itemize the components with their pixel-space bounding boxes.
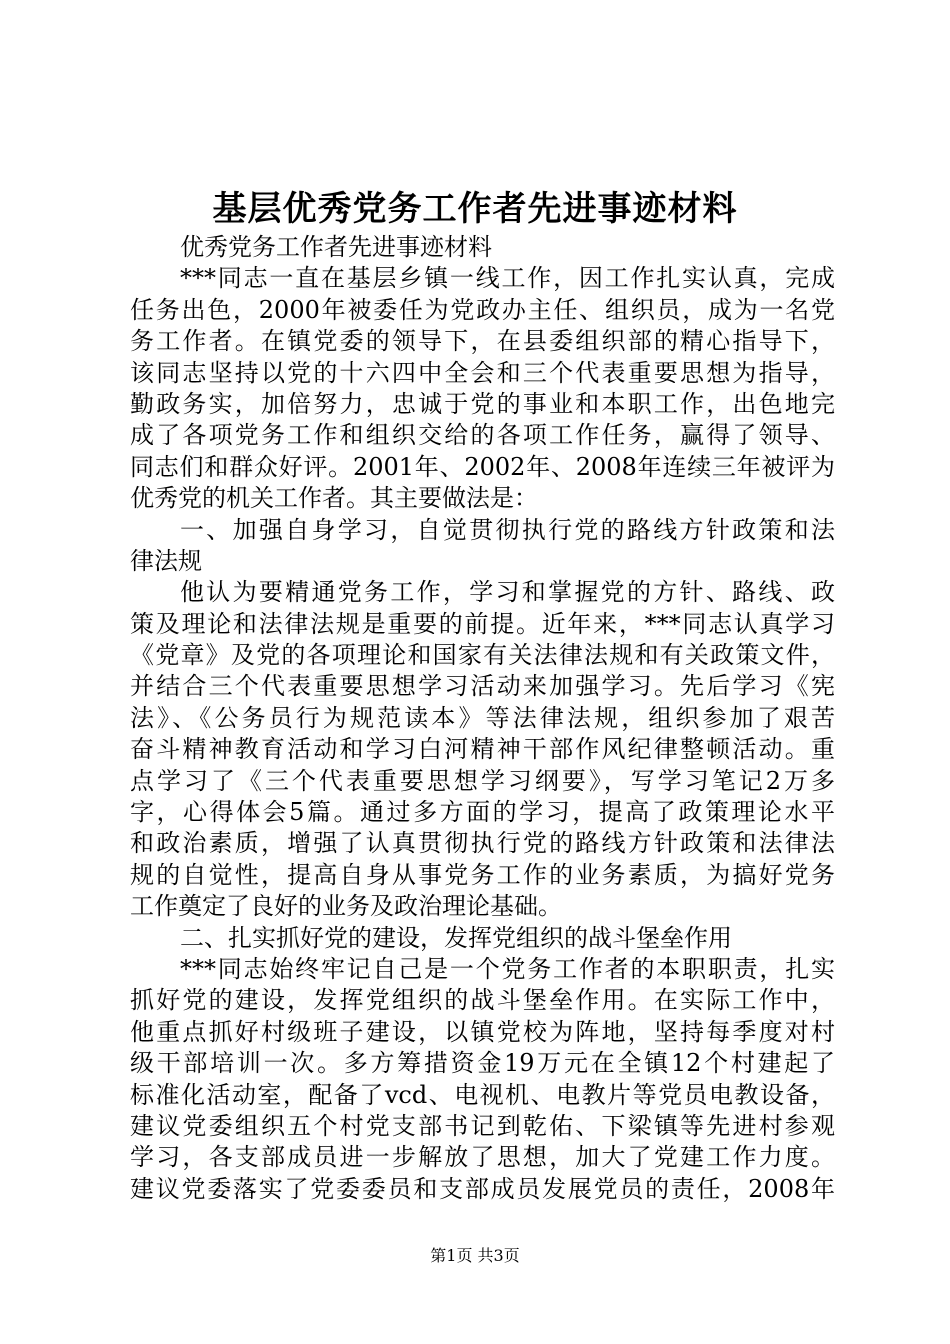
body-line: 字，心得体会5篇。通过多方面的学习，提高了政策理论水平 (130, 798, 835, 827)
body-line: 任务出色，2000年被委任为党政办主任、组织员，成为一名党 (130, 295, 835, 324)
body-line: 策及理论和法律法规是重要的前提。近年来，***同志认真学习 (130, 609, 835, 638)
subtitle-line: 优秀党务工作者先进事迹材料 (180, 233, 492, 261)
body-line: 成了各项党务工作和组织交给的各项工作任务，赢得了领导、 (130, 421, 835, 450)
body-line: 建议党委落实了党委委员和支部成员发展党员的责任，2008年 (130, 1174, 835, 1203)
body-line: 他认为要精通党务工作，学习和掌握党的方针、路线、政 (180, 578, 835, 607)
body-line: 规的自觉性，提高自身从事党务工作的业务素质，为搞好党务 (130, 860, 835, 889)
body-line: 他重点抓好村级班子建设，以镇党校为阵地，坚持每季度对村 (130, 1017, 835, 1046)
body-line: 该同志坚持以党的十六四中全会和三个代表重要思想为指导， (130, 358, 835, 387)
body-line: 《党章》及党的各项理论和国家有关法律法规和有关政策文件， (130, 641, 835, 670)
body-line: 标准化活动室，配备了vcd、电视机、电教片等党员电教设备， (130, 1080, 835, 1109)
body-line: 工作奠定了良好的业务及政治理论基础。 (130, 892, 562, 921)
body-line: 抓好党的建设，发挥党组织的战斗堡垒作用。在实际工作中， (130, 986, 835, 1015)
body-line: 级干部培训一次。多方筹措资金19万元在全镇12个村建起了 (130, 1049, 835, 1078)
page-footer: 第1页 共3页 (430, 1246, 520, 1265)
document-body (130, 232, 835, 1205)
section-heading-line: 律法规 (130, 546, 202, 575)
body-line: 并结合三个代表重要思想学习活动来加强学习。先后学习《宪 (130, 672, 835, 701)
body-line: 勤政务实，加倍努力，忠诚于党的事业和本职工作，出色地完 (130, 389, 835, 418)
body-line: 务工作者。在镇党委的领导下，在县委组织部的精心指导下， (130, 327, 835, 356)
body-line: 优秀党的机关工作者。其主要做法是： (130, 484, 538, 513)
body-line: 建议党委组织五个村党支部书记到乾佑、下梁镇等先进村参观 (130, 1111, 835, 1140)
document-title: 基层优秀党务工作者先进事迹材料 (212, 189, 738, 229)
section-heading-line: 一、加强自身学习，自觉贯彻执行党的路线方针政策和法 (180, 515, 835, 544)
body-line: ***同志一直在基层乡镇一线工作，因工作扎实认真，完成 (180, 264, 835, 293)
body-line: 同志们和群众好评。2001年、2002年、2008年连续三年被评为 (130, 452, 835, 481)
body-line: ***同志始终牢记自己是一个党务工作者的本职职责，扎实 (180, 954, 835, 983)
body-line: 和政治素质，增强了认真贯彻执行党的路线方针政策和法律法 (130, 829, 835, 858)
body-line: 学习，各支部成员进一步解放了思想，加大了党建工作力度。 (130, 1143, 835, 1172)
body-line: 奋斗精神教育活动和学习白河精神干部作风纪律整顿活动。重 (130, 735, 835, 764)
body-line: 法》、《公务员行为规范读本》等法律法规，组织参加了艰苦 (130, 703, 835, 732)
section-heading-line: 二、扎实抓好党的建设，发挥党组织的战斗堡垒作用 (180, 923, 732, 952)
body-line: 点学习了《三个代表重要思想学习纲要》，写学习笔记2万多 (130, 766, 835, 795)
